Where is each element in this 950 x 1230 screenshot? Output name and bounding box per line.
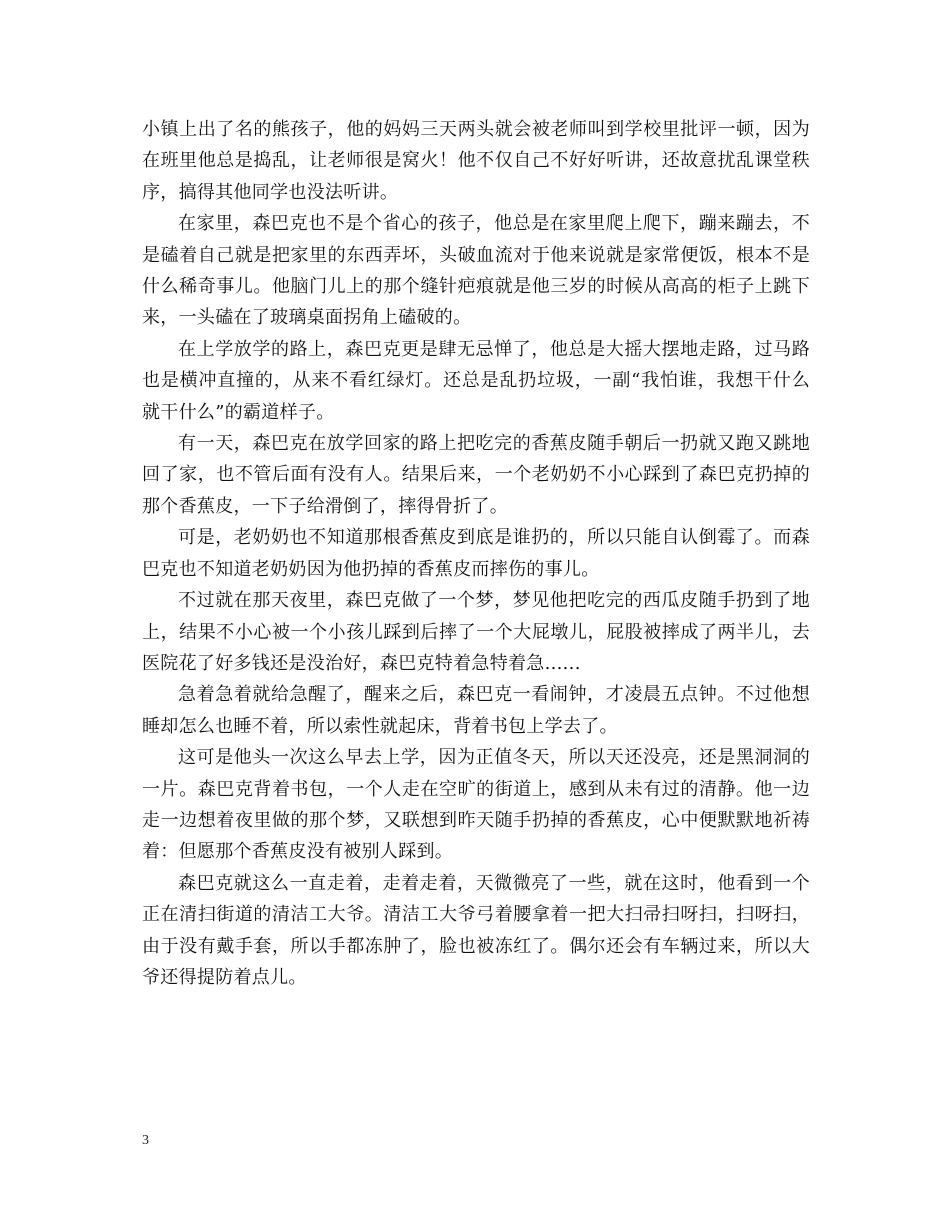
paragraph: 这可是他头一次这么早去上学，因为正值冬天，所以天还没亮，还是黑洞洞的一片。森巴克背着书包，一个人走在空旷的街道上，感到从未有过的清静。他一边走一边想着夜里做的那个梦，又联想到昨天随手扔掉的香蕉皮，心中便默默地祈祷着：但愿那个香蕉皮没有被别人踩到。 (142, 747, 810, 863)
paragraph: 可是，老奶奶也不知道那根香蕉皮到底是谁扔的，所以只能自认倒霉了。而森巴克也不知道老奶奶因为他扔掉的香蕉皮而摔伤的事儿。 (142, 527, 810, 580)
paragraph: 有一天，森巴克在放学回家的路上把吃完的香蕉皮随手朝后一扔就又跑又跳地回了家，也不管后面有没有人。结果后来，一个老奶奶不小心踩到了森巴克扔掉的那个香蕉皮，一下子给滑倒了，摔得骨折了。 (142, 433, 810, 517)
paragraph-continuation: 小镇上出了名的熊孩子，他的妈妈三天两头就会被老师叫到学校里批评一顿，因为在班里他总是捣乱，让老师很是窝火！他不仅自己不好好听讲，还故意扰乱课堂秩序，搞得其他同学也没法听讲。 (142, 119, 810, 203)
paragraph: 森巴克就这么一直走着，走着走着，天微微亮了一些，就在这时，他看到一个正在清扫街道的清洁工大爷。清洁工大爷弓着腰拿着一把大扫帚扫呀扫，扫呀扫，由于没有戴手套，所以手都冻肿了，脸也被冻红了。偶尔还会有车辆过来，所以大爷还得提防着点儿。 (142, 872, 810, 988)
paragraph: 急着急着就给急醒了，醒来之后，森巴克一看闹钟，才凌晨五点钟。不过他想睡却怎么也睡不着，所以索性就起床，背着书包上学去了。 (142, 684, 810, 737)
paragraph: 在家里，森巴克也不是个省心的孩子，他总是在家里爬上爬下，蹦来蹦去，不是磕着自己就是把家里的东西弄坏，头破血流对于他来说就是家常便饭，根本不是什么稀奇事儿。他脑门儿上的那个缝针疤痕就是他三岁的时候从高高的柜子上跳下来，一头磕在了玻璃桌面拐角上磕破的。 (142, 213, 810, 329)
body-text (142, 114, 810, 993)
page-number: 3 (142, 1133, 149, 1148)
paragraph: 不过就在那天夜里，森巴克做了一个梦，梦见他把吃完的西瓜皮随手扔到了地上，结果不小心被一个小孩儿踩到后摔了一个大屁墩儿，屁股被摔成了两半儿，去医院花了好多钱还是没治好，森巴克特着急特着急...... (142, 590, 810, 674)
paragraph: 在上学放学的路上，森巴克更是肆无忌惮了，他总是大摇大摆地走路，过马路也是横冲直撞的，从来不看红绿灯。还总是乱扔垃圾，一副“我怕谁，我想干什么就干什么”的霸道样子。 (142, 338, 810, 423)
